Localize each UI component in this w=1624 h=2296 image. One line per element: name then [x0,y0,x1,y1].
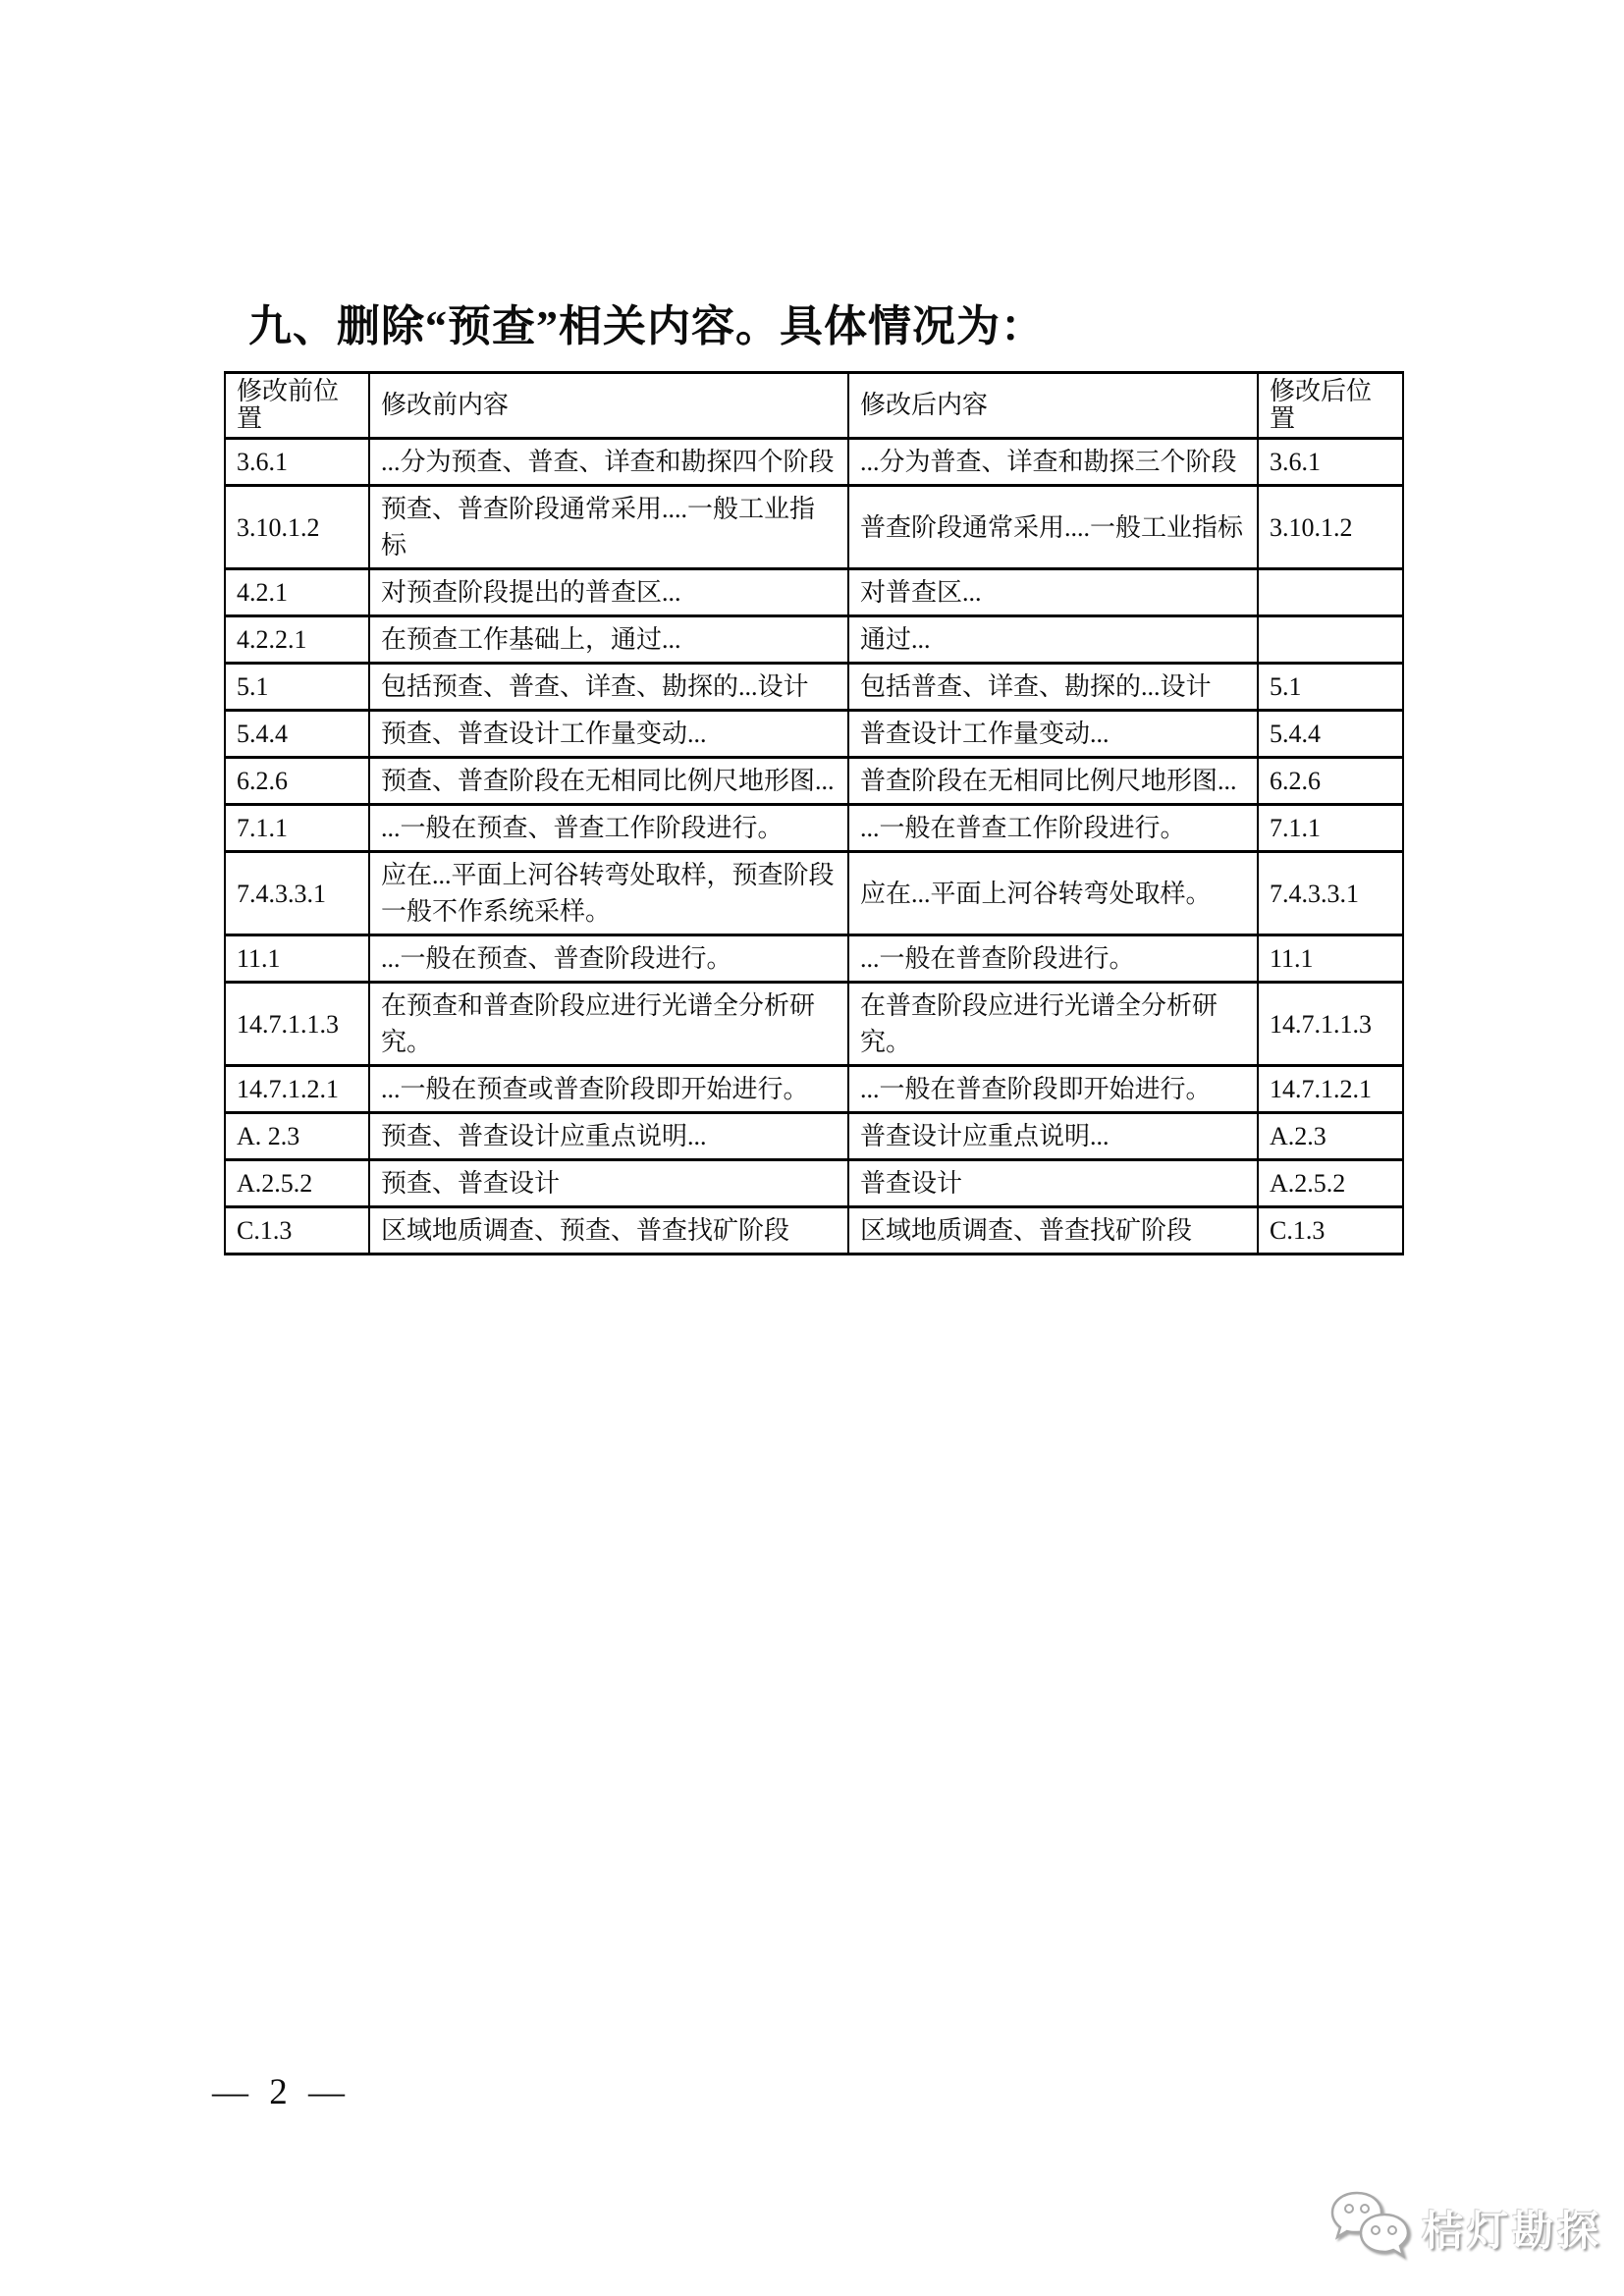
table-cell: 14.7.1.2.1 [1258,1066,1403,1113]
table-cell: ...一般在普查工作阶段进行。 [848,805,1258,852]
table-cell: 14.7.1.1.3 [225,983,369,1066]
table-cell: 预查、普查设计 [369,1160,848,1207]
table-row [225,486,1403,569]
table-row [225,569,1403,616]
column-header-after-content: 修改后内容 [848,373,1258,439]
table-row [225,1160,1403,1207]
wechat-icon [1327,2187,1416,2269]
table-row [225,616,1403,664]
table-cell: 在预查工作基础上，通过... [369,616,848,664]
table-row [225,983,1403,1066]
table-cell: ...一般在预查、普查阶段进行。 [369,935,848,983]
table-cell: 区域地质调查、普查找矿阶段 [848,1207,1258,1255]
table-cell: 5.4.4 [225,711,369,758]
table-cell: 3.6.1 [225,439,369,486]
watermark-label: 桔灯勘探 [1422,2207,1603,2254]
table-cell: 普查阶段在无相同比例尺地形图... [848,758,1258,805]
page-number: — 2 — [212,2072,351,2112]
table-cell: 7.4.3.3.1 [225,852,369,935]
table-cell: 3.6.1 [1258,439,1403,486]
table-cell: 14.7.1.1.3 [1258,983,1403,1066]
table-cell: 普查设计 [848,1160,1258,1207]
table-cell: 应在...平面上河谷转弯处取样。 [848,852,1258,935]
table-cell: A.2.5.2 [1258,1160,1403,1207]
table-cell: 包括普查、详查、勘探的...设计 [848,664,1258,711]
table-cell: 区域地质调查、预查、普查找矿阶段 [369,1207,848,1255]
table-cell: 在普查阶段应进行光谱全分析研究。 [848,983,1258,1066]
table-cell: 11.1 [225,935,369,983]
table-cell: 6.2.6 [225,758,369,805]
table-cell: A. 2.3 [225,1113,369,1160]
table-cell: 预查、普查阶段通常采用....一般工业指标 [369,486,848,569]
table-row [225,711,1403,758]
table-cell: ...一般在普查阶段进行。 [848,935,1258,983]
table-cell: 预查、普查阶段在无相同比例尺地形图... [369,758,848,805]
column-header-before-content: 修改前内容 [369,373,848,439]
table-cell: 普查设计工作量变动... [848,711,1258,758]
table-cell: 预查、普查设计工作量变动... [369,711,848,758]
table-cell: 7.4.3.3.1 [1258,852,1403,935]
table-row [225,935,1403,983]
table-cell: C.1.3 [1258,1207,1403,1255]
table-cell: ...分为普查、详查和勘探三个阶段 [848,439,1258,486]
table-cell: 3.10.1.2 [225,486,369,569]
table-row [225,439,1403,486]
table-cell: ...分为预查、普查、详查和勘探四个阶段 [369,439,848,486]
table-cell: 对普查区... [848,569,1258,616]
table-row [225,1066,1403,1113]
table-cell: A.2.3 [1258,1113,1403,1160]
table-row [225,664,1403,711]
table-row [225,758,1403,805]
table-cell: 3.10.1.2 [1258,486,1403,569]
column-header-before-location: 修改前位置 [225,373,369,439]
watermark [1327,2187,1602,2269]
column-header-after-location: 修改后位置 [1258,373,1403,439]
table-cell: 普查设计应重点说明... [848,1113,1258,1160]
table-row [225,1113,1403,1160]
table-cell [1258,616,1403,664]
table-cell: 预查、普查设计应重点说明... [369,1113,848,1160]
table-cell: 11.1 [1258,935,1403,983]
table-cell: 7.1.1 [225,805,369,852]
table-cell: 5.1 [1258,664,1403,711]
table-cell: 14.7.1.2.1 [225,1066,369,1113]
table-cell: 包括预查、普查、详查、勘探的...设计 [369,664,848,711]
table-cell: 7.1.1 [1258,805,1403,852]
table-cell: 5.1 [225,664,369,711]
table-cell: ...一般在预查或普查阶段即开始进行。 [369,1066,848,1113]
table-row [225,805,1403,852]
table-cell: ...一般在预查、普查工作阶段进行。 [369,805,848,852]
table-cell: 应在...平面上河谷转弯处取样，预查阶段一般不作系统采样。 [369,852,848,935]
table-cell: 对预查阶段提出的普查区... [369,569,848,616]
table-header-row [225,373,1403,439]
table-cell: 在预查和普查阶段应进行光谱全分析研究。 [369,983,848,1066]
revision-table [224,371,1404,1255]
table-row [225,1207,1403,1255]
table-row [225,852,1403,935]
table-cell: 5.4.4 [1258,711,1403,758]
table-cell: 普查阶段通常采用....一般工业指标 [848,486,1258,569]
table-cell: A.2.5.2 [225,1160,369,1207]
table-cell: 6.2.6 [1258,758,1403,805]
section-title: 九、删除“预查”相关内容。具体情况为： [248,302,1045,350]
table-cell: ...一般在普查阶段即开始进行。 [848,1066,1258,1113]
table-cell [1258,569,1403,616]
table-cell: 通过... [848,616,1258,664]
table-cell: 4.2.2.1 [225,616,369,664]
table-cell: 4.2.1 [225,569,369,616]
table-cell: C.1.3 [225,1207,369,1255]
